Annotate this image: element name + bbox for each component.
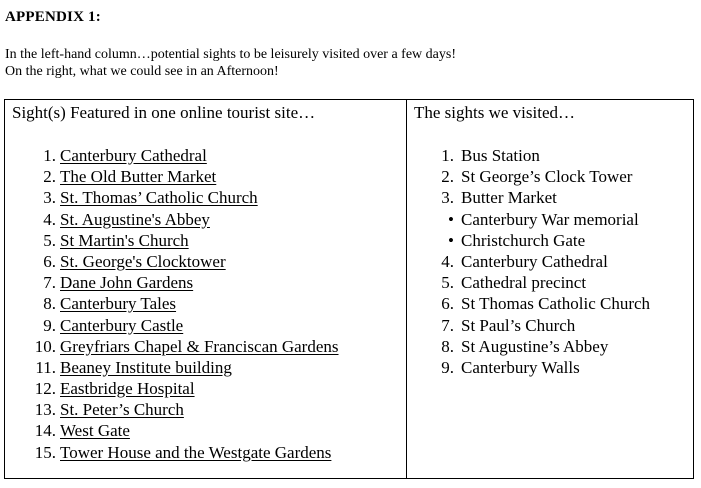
sight-link[interactable]: Canterbury Tales xyxy=(60,294,177,314)
sight-link[interactable]: The Old Butter Market xyxy=(60,167,217,187)
list-number: 12. xyxy=(34,379,56,399)
list-number: 4. xyxy=(43,209,56,229)
list-number: 2. xyxy=(441,167,454,187)
sight-link[interactable]: St. Augustine's Abbey xyxy=(60,209,210,229)
list-number: 9. xyxy=(441,357,454,377)
intro-line-2: On the right, what we could see in an Afternoon! xyxy=(5,64,279,79)
right-column-title: The sights we visited… xyxy=(414,103,576,122)
sight-name: St Paul’s Church xyxy=(461,315,576,335)
list-number: 15. xyxy=(34,442,56,462)
intro-text xyxy=(5,46,456,80)
left-column-title: Sight(s) Featured in one online tourist site… xyxy=(12,103,316,122)
sight-name: St Thomas Catholic Church xyxy=(461,294,651,314)
sight-link[interactable]: West Gate xyxy=(60,421,130,441)
list-number: 13. xyxy=(34,400,56,420)
list-number: 1. xyxy=(441,146,454,165)
sight-name: Butter Market xyxy=(461,188,557,208)
sight-link[interactable]: St Martin's Church xyxy=(60,230,189,250)
column-divider xyxy=(406,100,407,478)
bullet-marker: • xyxy=(448,230,454,250)
sight-link[interactable]: Greyfriars Chapel & Franciscan Gardens xyxy=(60,336,339,356)
list-number: 7. xyxy=(441,315,454,335)
sight-link[interactable]: St. Thomas’ Catholic Church xyxy=(60,188,258,208)
sight-name: Canterbury War memorial xyxy=(461,209,639,229)
list-number: 3. xyxy=(43,188,56,208)
sight-link[interactable]: Dane John Gardens xyxy=(60,273,194,293)
list-number: 2. xyxy=(43,167,56,187)
list-number: 14. xyxy=(34,421,56,441)
sight-name: Cathedral precinct xyxy=(461,273,587,293)
list-number: 5. xyxy=(43,230,56,250)
sight-name: St George’s Clock Tower xyxy=(461,167,633,187)
list-number: 9. xyxy=(43,315,56,335)
sight-link[interactable]: Canterbury Castle xyxy=(60,315,184,335)
sight-name: Christchurch Gate xyxy=(461,230,586,250)
sight-name: Canterbury Walls xyxy=(461,357,580,377)
bullet-marker: • xyxy=(448,209,454,229)
list-number: 11. xyxy=(35,357,56,377)
list-number: 5. xyxy=(441,273,454,293)
sight-name: Bus Station xyxy=(461,146,540,165)
sight-name: Canterbury Cathedral xyxy=(461,251,608,271)
intro-line-1: In the left-hand column…potential sights to be leisurely visited over a few days! xyxy=(5,47,456,62)
list-number: 6. xyxy=(441,294,454,314)
list-number: 3. xyxy=(441,188,454,208)
sight-link[interactable]: St. Peter’s Church xyxy=(60,400,184,420)
list-number: 6. xyxy=(43,251,56,271)
appendix-heading: APPENDIX 1: xyxy=(5,9,101,25)
list-number: 7. xyxy=(43,273,56,293)
list-number: 10. xyxy=(34,336,56,356)
list-number: 8. xyxy=(441,336,454,356)
sight-name: St Augustine’s Abbey xyxy=(461,336,609,356)
sight-link[interactable]: St. George's Clocktower xyxy=(60,251,226,271)
list-number: 4. xyxy=(441,251,454,271)
list-number: 8. xyxy=(43,294,56,314)
sight-link[interactable]: Eastbridge Hospital xyxy=(60,379,195,399)
sight-link[interactable]: Canterbury Cathedral xyxy=(60,146,207,165)
list-number: 1. xyxy=(43,146,56,165)
sight-link[interactable]: Tower House and the Westgate Gardens xyxy=(60,442,332,462)
sights-table xyxy=(4,99,694,479)
sight-link[interactable]: Beaney Institute building xyxy=(60,357,232,377)
